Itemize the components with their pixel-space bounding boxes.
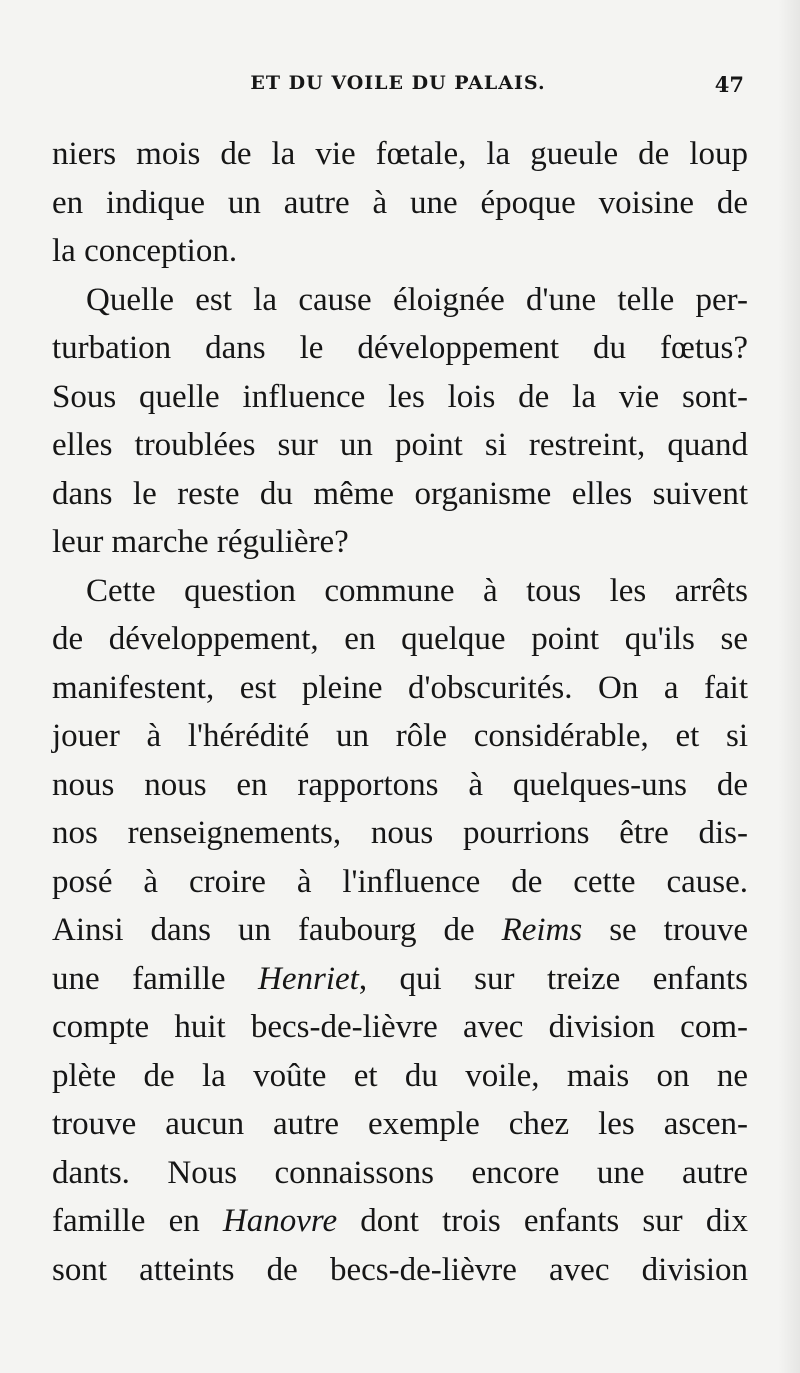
text-line: compte huit becs-de-lièvre avec division com-: [52, 1009, 748, 1045]
italic-place-name: Reims: [501, 912, 583, 948]
text-line: leur marche régulière?: [52, 524, 349, 560]
line-text: dont trois enfants sur dix: [337, 1203, 748, 1239]
text-line: Cette question commune à tous les arrêts: [86, 572, 748, 609]
text-line: Quelle est la cause éloignée d'une telle per-: [86, 281, 748, 318]
text-line: plète de la voûte et du voile, mais on ne: [52, 1057, 748, 1094]
text-line: la conception.: [52, 233, 238, 269]
text-line: Sous quelle influence les lois de la vie sont-: [52, 378, 748, 415]
body-text: [52, 130, 748, 1294]
italic-family-name: Henriet: [258, 960, 359, 997]
line-text: , qui sur treize enfants: [358, 960, 748, 997]
text-line: posé à croire à l'influence de cette cause.: [52, 863, 748, 900]
text-line: manifestent, est pleine d'obscurités. On a fait: [52, 669, 748, 706]
text-line: elles troublées sur un point si restreint, quand: [52, 427, 748, 463]
text-line: sont atteints de becs-de-lièvre avec division: [52, 1251, 748, 1288]
text-line: dans le reste du même organisme elles suivent: [52, 475, 748, 512]
text-line: nos renseignements, nous pourrions être dis-: [52, 815, 748, 851]
running-head: [52, 72, 744, 106]
page-number: 47: [714, 72, 744, 97]
text-line: niers mois de la vie fœtale, la gueule de loup: [52, 136, 748, 172]
text-line: en indique un autre à une époque voisine de: [52, 184, 748, 221]
line-text: famille en: [52, 1203, 223, 1239]
text-line: dants. Nous connaissons encore une autre: [52, 1154, 748, 1191]
text-line: turbation dans le développement du fœtus?: [52, 330, 748, 366]
italic-place-name: Hanovre: [222, 1203, 338, 1239]
text-line: nous nous en rapportons à quelques-uns de: [52, 766, 748, 803]
line-text: se trouve: [582, 912, 748, 948]
text-line: jouer à l'hérédité un rôle considérable, et si: [52, 718, 748, 754]
running-title: ET DU VOILE DU PALAIS.: [250, 72, 546, 94]
text-line: [52, 1197, 748, 1246]
text-line: [52, 955, 748, 1004]
line-text: une famille: [52, 960, 259, 997]
text-line: [52, 906, 748, 955]
text-line: de développement, en quelque point qu'ils se: [52, 621, 748, 657]
text-line: trouve aucun autre exemple chez les ascen-: [52, 1106, 748, 1142]
line-text: Ainsi dans un faubourg de: [52, 912, 502, 948]
